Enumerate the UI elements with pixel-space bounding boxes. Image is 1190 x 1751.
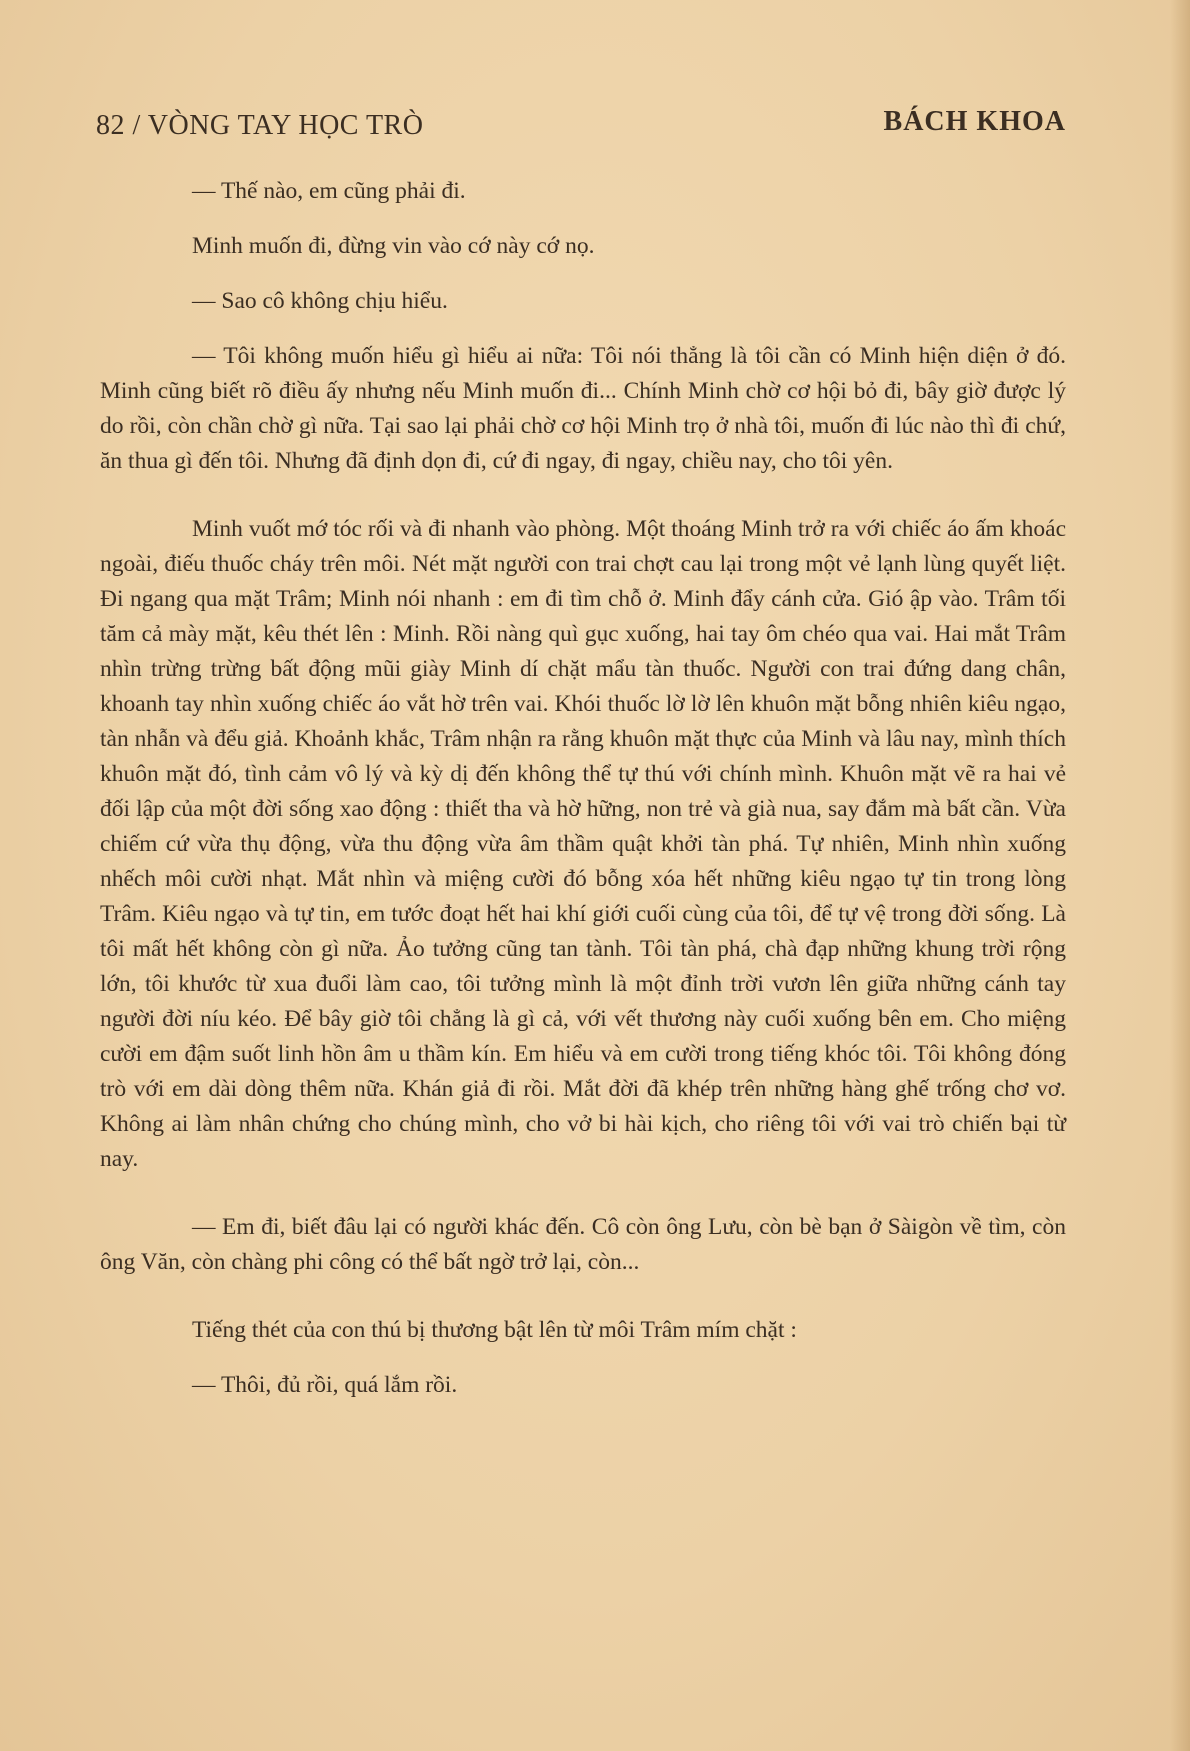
paragraph-5: Minh vuốt mớ tóc rối và đi nhanh vào phòng. Một thoáng Minh trở ra với chiếc áo ấm khoác ngoài, điếu thuốc cháy trên môi. Nét mặt người con trai chợt cau lại trong một vẻ lạnh lùng quyết liệt. Đi ngang qua mặt Trâm; Minh nói nhanh : em đi tìm chỗ ở. Minh đẩy cánh cửa. Gió ập vào. Trâm tối tăm cả mày mặt, kêu thét lên : Minh. Rồi nàng quì gục xuống, hai tay ôm chéo qua vai. Hai mắt Trâm nhìn trừng trừng bất động mũi giày Minh dí chặt mẩu tàn thuốc. Người con trai đứng dang chân, khoanh tay nhìn xuống chiếc áo vắt hờ trên vai. Khói thuốc lờ lờ lên khuôn mặt bỗng nhiên kiêu ngạo, tàn nhẫn và đểu giả. Khoảnh khắc, Trâm nhận ra rằng khuôn mặt thực của Minh và lâu nay, mình thích khuôn mặt đó, tình cảm vô lý và kỳ dị đến không thể tự thú với chính mình. Khuôn mặt vẽ ra hai vẻ đối lập của một đời sống xao động : thiết tha và hờ hững, non trẻ và già nua, say đắm mà bất cần. Vừa chiếm cứ vừa thụ động, vừa thu động vừa âm thầm quật khởi tàn phá. Tự nhiên, Minh nhìn xuống nhếch môi cười nhạt. Mắt nhìn và miệng cười đó bỗng xóa hết những kiêu ngạo tự tin trong lòng Trâm. Kiêu ngạo và tự tin, em tước đoạt hết hai khí giới cuối cùng của tôi, để tự vệ trong đời sống. Là tôi mất hết không còn gì nữa. Ảo tưởng cũng tan tành. Tôi tàn phá, chà đạp những khung trời rộng lớn, tôi khước từ xua đuổi làm cao, tôi tưởng mình là một đỉnh trời vươn lên giữa những cánh tay người đời níu kéo. Để bây giờ tôi chẳng là gì cả, với vết thương này cuối xuống bên em. Cho miệng cười em đậm suốt linh hồn âm u thầm kín. Em hiểu và em cười trong tiếng khóc tôi. Tôi không đóng trò với em dài dòng thêm nữa. Khán giả đi rồi. Mắt đời đã khép trên những hàng ghế trống chơ vơ. Không ai làm nhân chứng cho chúng mình, cho vở bi hài kịch, cho riêng tôi với vai trò chiến bại từ nay. xyxy=(100,516,1066,1172)
paragraph-2: Minh muốn đi, đừng vin vào cớ này cớ nọ. xyxy=(192,233,595,259)
running-header xyxy=(96,106,1066,150)
body-text xyxy=(100,174,1066,1403)
paragraph-8: — Thôi, đủ rồi, quá lắm rồi. xyxy=(192,1372,458,1398)
header-magazine-name: BÁCH KHOA xyxy=(883,106,1066,137)
paragraph-6: — Em đi, biết đâu lại có người khác đến. Cô còn ông Lưu, còn bè bạn ở Sàigòn về tìm, còn ông Văn, còn chàng phi công có thể bất ngờ trở lại, còn... xyxy=(100,1214,1066,1275)
paragraph-7: Tiếng thét của con thú bị thương bật lên từ môi Trâm mím chặt : xyxy=(192,1317,797,1343)
paragraph-1: — Thế nào, em cũng phải đi. xyxy=(192,178,466,204)
paragraph-4: — Tôi không muốn hiểu gì hiểu ai nữa: Tôi nói thẳng là tôi cần có Minh hiện diện ở đó. Minh cũng biết rõ điều ấy nhưng nếu Minh muốn đi... Chính Minh chờ cơ hội bỏ đi, bây giờ được lý do rồi, còn chần chờ gì nữa. Tại sao lại phải chờ cơ hội Minh trọ ở nhà tôi, muốn đi lúc nào thì đi chứ, ăn thua gì đến tôi. Nhưng đã định dọn đi, cứ đi ngay, đi ngay, chiều nay, cho tôi yên. xyxy=(100,343,1066,474)
paragraph-3: — Sao cô không chịu hiểu. xyxy=(192,288,448,314)
page-edge-shadow xyxy=(1170,0,1190,1751)
header-page-title: 82 / VÒNG TAY HỌC TRÒ xyxy=(96,110,424,141)
